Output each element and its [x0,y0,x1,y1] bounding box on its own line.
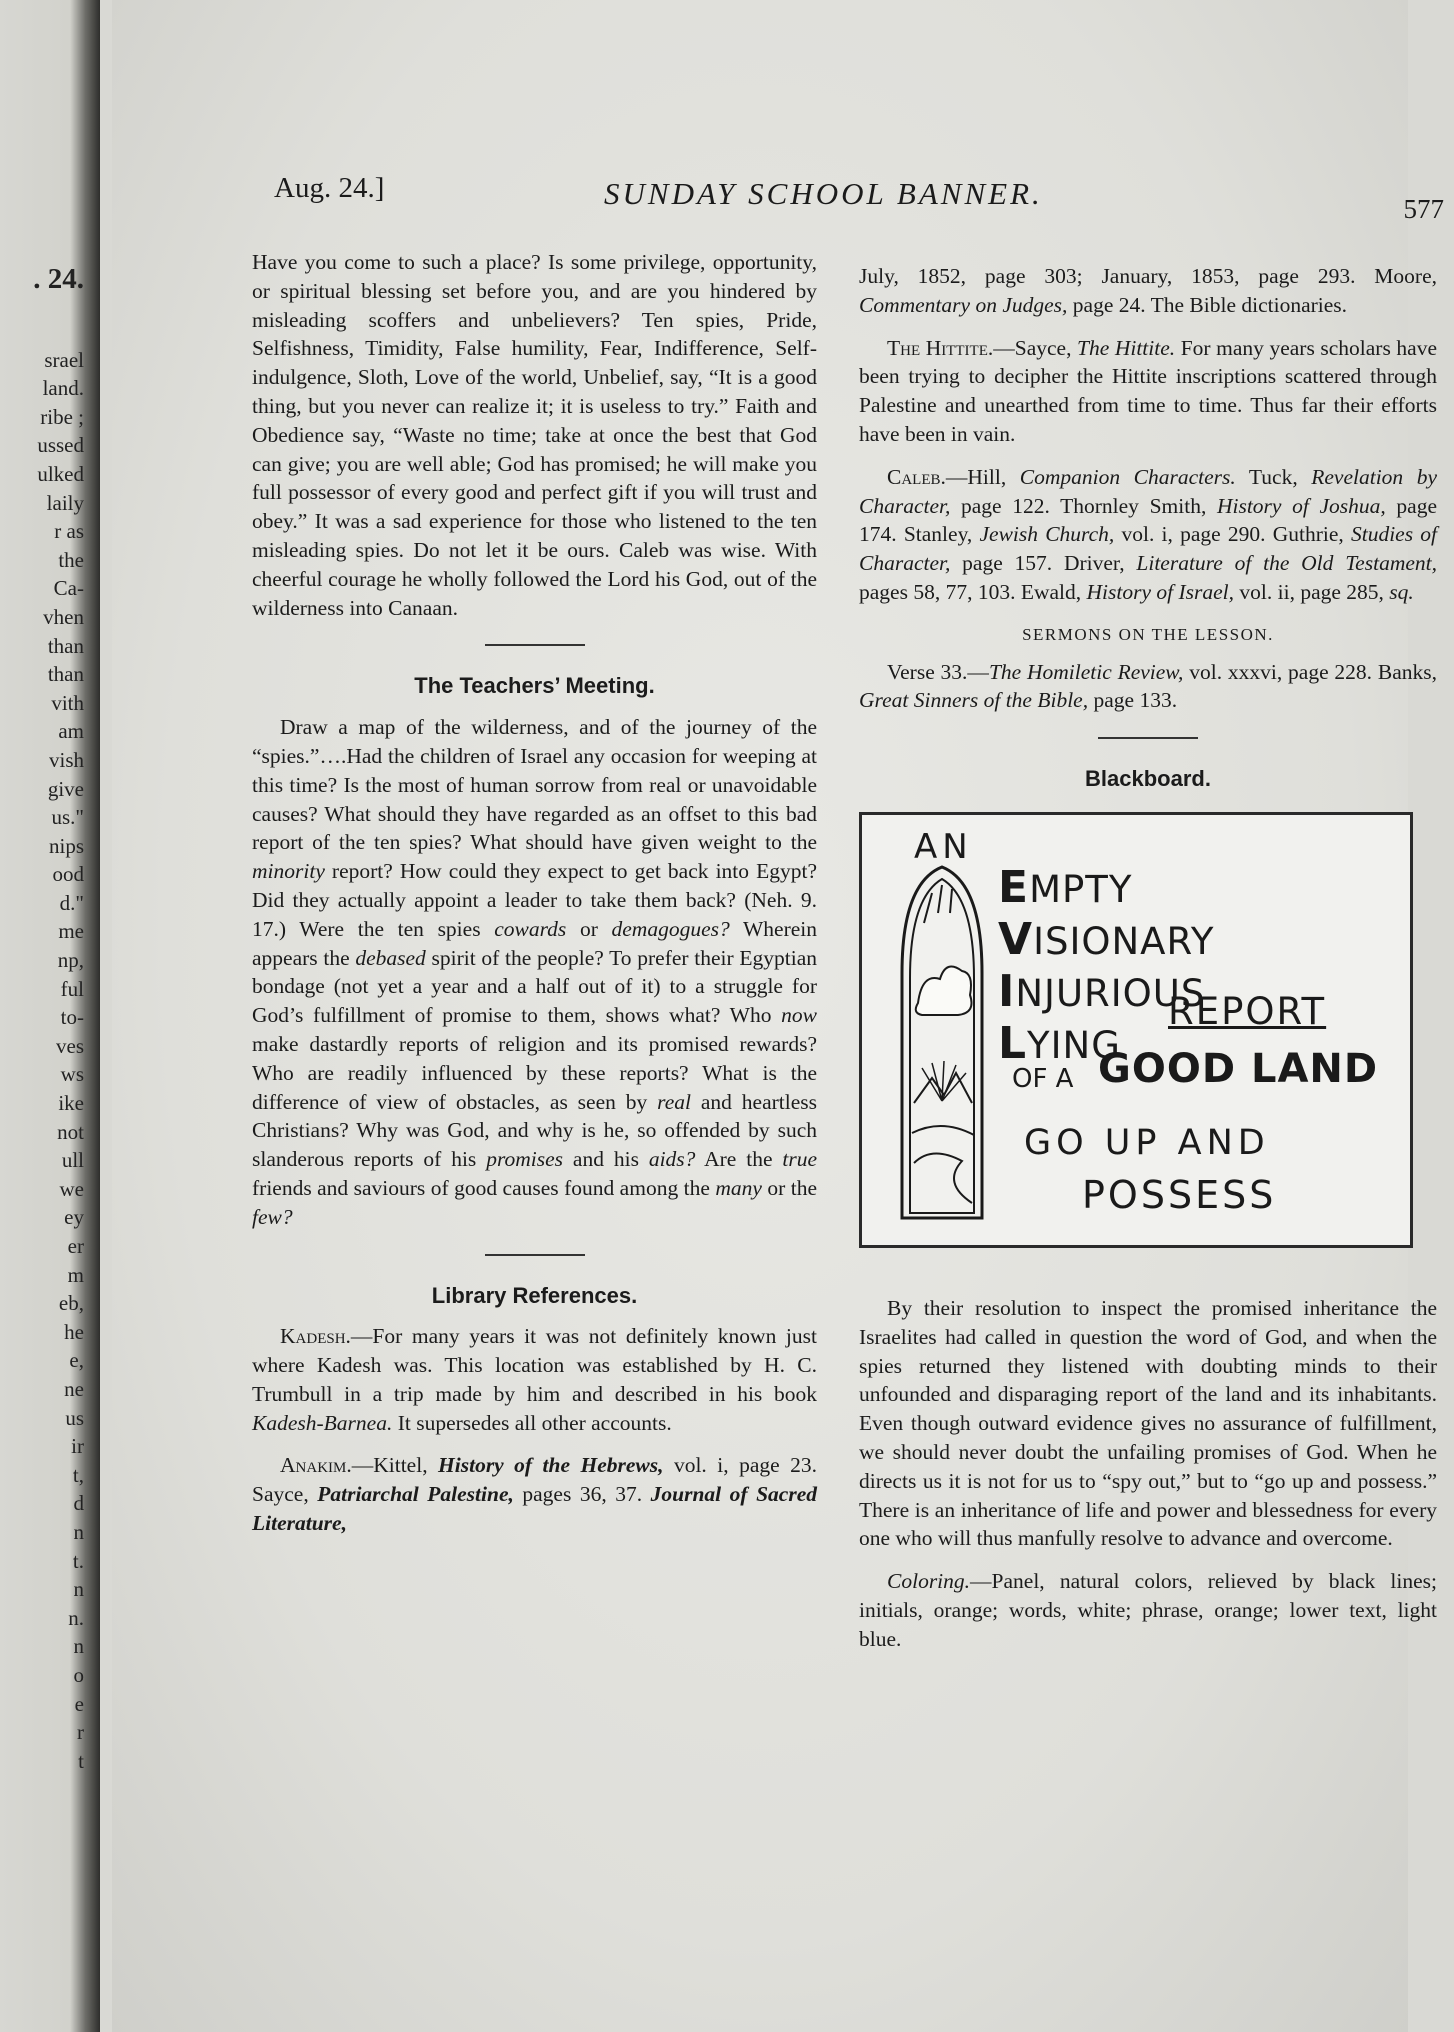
acrostic-line-lying: LYING [998,1017,1121,1069]
adjacent-page-fragment: ood [52,862,84,887]
blackboard-illustration [859,812,1413,1248]
adjacent-page-fragment: er [67,1234,84,1258]
kadesh-reference: Kadesh.—For many years it was not definitely known just where Kadesh was. This location was established by H. C. Trumbull in a trip made by him and described in his book Kadesh-Barnea. It supersedes all other accounts. [252,1324,817,1435]
left-column [252,248,817,1552]
page-number: 577 [1403,194,1444,224]
adjacent-page-fragment: ne [64,1376,84,1401]
adjacent-page-fragment: np, [57,948,84,973]
hittite-reference: The Hittite.—Sayce, The Hittite. For many years scholars have been trying to decipher the Hittite inscriptions scattered through Palestine and unearthed from time to time. Thus far their efforts have been in vain. [859,335,1437,446]
adjacent-page-fragment: srael [44,347,84,372]
blackboard-good-land: GOOD LAND [1098,1045,1379,1092]
adjacent-page-fragment: vish [48,747,84,772]
blackboard-word-report: REPORT [1168,989,1327,1033]
adjacent-page-fragment: ulked [37,461,84,486]
section-divider [1098,737,1198,739]
caleb-reference: Caleb.—Hill, Companion Characters. Tuck, Revelation by Character, page 122. Thornley Smith, History of Joshua, page 174. Stanley, Jewish Church, vol. i, page 290. Guthrie, Studies of Character, page 157. Driver, Literature of the Old Testament, pages 58, 77, 103. Ewald, History of Israel, vol. ii, page 285, sq. [859,464,1437,604]
library-references-heading: Library References. [431,1282,638,1308]
adjacent-page-fragment: e, [69,1348,84,1373]
adjacent-page-fragment: ful [60,976,84,1001]
adjacent-page-fragment: n [73,1577,84,1602]
adjacent-page-fragment: Ca- [53,576,84,601]
adjacent-page-fragment: laily [46,490,84,515]
adjacent-page-fragment: n [73,1519,84,1544]
adjacent-page-fragment: we [59,1176,84,1201]
acrostic-line-empty: EMPTY [998,861,1133,913]
page-fold-shadow [86,0,100,2032]
adjacent-page-fragment: n [73,1634,84,1659]
adjacent-page-fragment: ves [56,1033,84,1058]
header-title: SUNDAY SCHOOL BANNER. [604,176,1043,211]
adjacent-page-number: . 24. [33,263,84,295]
blackboard-word-an: AN [914,826,973,867]
adjacent-page-fragment: vhen [43,604,84,629]
gothic-window-landscape-icon [892,863,992,1223]
adjacent-page-fragment: ws [60,1062,84,1087]
adjacent-page-fragment: he [64,1319,84,1344]
running-header [274,172,1454,232]
adjacent-page-fragment: me [58,919,84,944]
header-date: Aug. 24.] [274,172,385,204]
adjacent-page-fragment: ir [71,1434,84,1459]
blackboard-possess: POSSESS [1082,1172,1277,1217]
teachers-meeting-paragraph: Draw a map of the wilderness, and of the journey of the “spies.”….Had the children of Israel any occasion for weeping at this time? Is the most of human sorrow from real or unavoidable causes? What should they have regarded as an offset to this bad report of the ten spies? What should have given weight to the minority report? How could they expect to get back into Egypt? Did they actually appoint a leader to take them back? (Neh. 9. 17.) Were the ten spies cowards or demagogues? Wherein appears the debased spirit of the people? To prefer their Egyptian bondage (not yet a year and a half out of it) to a struggle for God’s fulfillment of promise to them, shows what? Who now make dastardly reports of religion and its promised rewards? Who are readily influenced by these reports? What is the difference of view of obstacles, as seen by real and heartless Christians? Why was God, and why is he, so offended by such slanderous reports of his promises and his aids? Are the true friends and saviours of good causes found among the many or the few? [252,715,818,1229]
adjacent-page-fragment: than [47,633,84,658]
adjacent-page-fragment: ey [64,1205,84,1230]
blackboard-acrostic [998,863,1214,1071]
adjacent-page-fragment: r as [54,519,84,544]
section-divider [485,644,585,646]
intro-paragraph: Have you come to such a place? Is some privilege, opportunity, or spiritual blessing set before you, and are you hindered by misleading scoffers and unbelievers? Ten spies, Pride, Selfishness, Timidity, False humility, Fear, Indifference, Self-indulgence, Sloth, Love of the world, Unbelief, say, “It is a good thing, but you never can realize it; it is useless to try.” Faith and Obedience say, “Waste no time; take at once the best that God can give; you are well able; God has promised; he will make you full possessor of every good and perfect gift if you will trust and obey.” It was a sad experience for those who listened to the ten misleading spies. Do not let it be ours. Caleb was wise. With cheerful courage he wholly followed the Lord his God, out of the wilderness into Canaan. [252,250,817,620]
blackboard-heading: Blackboard. [1085,766,1211,792]
blackboard-go-up: GO UP AND [1024,1122,1270,1163]
adjacent-page-fragment: than [47,662,84,687]
adjacent-page-fragment: t, [72,1462,84,1487]
acrostic-line-injurious: INJURIOUS [998,965,1206,1017]
teachers-meeting-heading: The Teachers’ Meeting. [414,673,655,699]
adjacent-page-fragment: t. [72,1548,84,1573]
adjacent-page-fragment: n. [68,1605,84,1630]
section-divider [485,1254,585,1256]
adjacent-page-fragment: ribe ; [40,404,84,429]
adjacent-page-fragment: am [58,719,84,744]
closing-paragraph: By their resolution to inspect the promised inheritance the Israelites had called in question the word of God, and when the spies returned they listened with doubting minds to their unfounded and disparaging report of the land and its inhabitants. Even though outward evidence gives no assurance of fulfillment, we should never doubt the unfailing promises of God. When he directs us it is not for us to “spy out,” but to “go up and possess.” There is an inheritance of life and power and blessedness for every one who will thus manfully resolve to advance and overcome. [859,1295,1437,1551]
adjacent-page-fragment: the [58,547,84,572]
adjacent-page-fragment: r [77,1720,84,1745]
adjacent-page-fragment: m [67,1262,84,1287]
adjacent-page-fragment: us." [51,805,84,830]
adjacent-page-text [33,265,84,1775]
coloring-note: Coloring.—Panel, natural colors, relieved by black lines; initials, orange; words, white; phrase, orange; lower text, light blue. [859,1569,1437,1651]
adjacent-page-fragment: t [78,1748,84,1773]
adjacent-page-fragment: ussed [37,433,84,458]
adjacent-page-fragment: d [73,1491,84,1516]
sermons-reference: Verse 33.—The Homiletic Review, vol. xxxvi, page 228. Banks, Great Sinners of the Bible, page 133. [859,659,1437,713]
adjacent-page-fragment: ike [58,1091,84,1116]
page [112,0,1444,2032]
adjacent-page-fragment: vith [51,690,84,715]
blackboard-word-of-a: OF A [1012,1063,1074,1094]
adjacent-page-fragment: o [73,1662,84,1687]
adjacent-page-fragment: e [74,1691,84,1716]
adjacent-page-fragment: to- [60,1005,84,1030]
anakim-reference: Anakim.—Kittel, History of the Hebrews, vol. i, page 23. Sayce, Patriarchal Palestine, pages 36, 37. Journal of Sacred Literature, [252,1453,817,1536]
acrostic-line-visionary: VISIONARY [998,913,1215,965]
adjacent-page-fragment: give [47,776,84,801]
adjacent-page-fragment: eb, [58,1291,84,1316]
adjacent-page-fragment: nips [48,833,84,858]
adjacent-page-fragment: not [57,1119,84,1144]
sermons-heading: SERMONS ON THE LESSON. [1022,624,1274,644]
adjacent-page-edge [0,0,100,2032]
adjacent-page-fragment: us [65,1405,84,1430]
adjacent-page-fragment: ull [61,1148,84,1173]
adjacent-page-fragment: land. [42,376,84,401]
right-column [859,262,1437,1668]
adjacent-page-fragment: d." [59,890,84,915]
anakim-reference-continued: July, 1852, page 303; January, 1853, page 293. Moore, Commentary on Judges, page 24. The Bible dictionaries. [859,264,1437,317]
